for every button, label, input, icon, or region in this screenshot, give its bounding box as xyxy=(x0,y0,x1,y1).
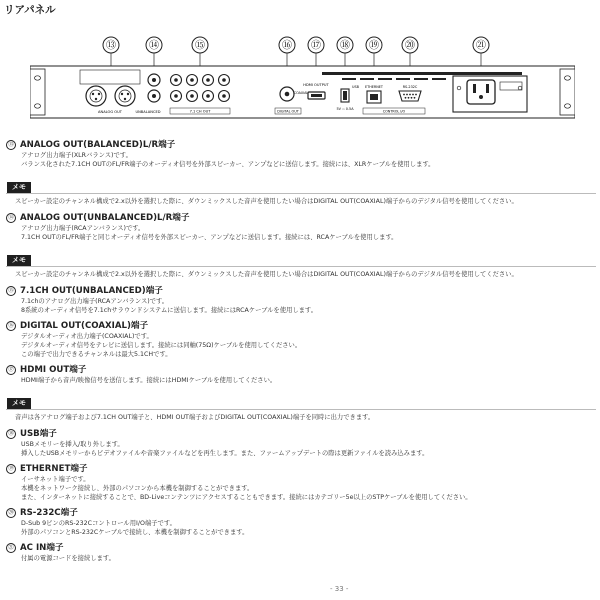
memo-text: 音声は各アナログ端子および7.1CH OUT端子と、HDMI OUT端子およびDIGITAL OUT(COAXIAL)端子を同時に出力できます。 xyxy=(15,414,375,421)
section-number: ⑬ xyxy=(6,140,16,150)
callout-19-label: ⑲ xyxy=(369,40,379,52)
section-body xyxy=(6,151,596,169)
callout-17-label: ⑰ xyxy=(311,40,321,52)
section-text-line: 8系統のオーディオ信号を7.1chサラウンドシステムに送信します。接続にはRCAケーブルを使用します。 xyxy=(21,307,317,314)
section-body xyxy=(6,475,596,502)
memo-divider xyxy=(6,266,596,267)
section-number: ⑮ xyxy=(6,286,16,296)
label-control-io: CONTROL I/O xyxy=(382,109,406,114)
section-title: ANALOG OUT(BALANCED)L/R端子 xyxy=(20,140,176,150)
callout-20-label: ⑳ xyxy=(405,40,415,52)
section-number: ⑱ xyxy=(6,429,16,439)
section-ethernet xyxy=(6,463,596,502)
content xyxy=(6,139,596,568)
memo-label: メモ xyxy=(7,182,31,193)
section-text-line: 7.1CH OUTのFL/FR端子と同じオーディオ信号を外部スピーカー、アンプなどに送信します。接続には、RCAケーブルを使用します。 xyxy=(21,234,398,241)
section-text-line: デジタルオーディオ出力端子(COAXIAL)です。 xyxy=(21,333,153,340)
callout-18-label: ⑱ xyxy=(340,40,350,52)
section-hdmi-out xyxy=(6,364,596,385)
section-body xyxy=(6,376,596,385)
section-text-line: アナログ出力端子(XLRバランス)です。 xyxy=(21,152,132,159)
memo-divider xyxy=(6,193,596,194)
ethernet-port xyxy=(365,85,384,103)
section-analog-unbalanced xyxy=(6,212,596,242)
page-title: リアパネル xyxy=(4,4,56,16)
section-text-line: 本機をネットワーク接続し、外部のパソコンから本機を制御することができます。 xyxy=(21,485,254,492)
memo-2 xyxy=(6,247,596,279)
section-number: ⑭ xyxy=(6,213,16,223)
section-digital-coaxial xyxy=(6,320,596,359)
memo-text: スピーカー設定のチャンネル構成で2.x以外を選択した際に、ダウンミックスした音声を使用したい場合はDIGITAL OUT(COAXIAL)端子からのデジタル信号を使用してください。 xyxy=(15,271,518,278)
section-text-line: 外部のパソコンとRS-232Cケーブルで接続し、本機を制御することができます。 xyxy=(21,529,249,536)
section-71ch-out xyxy=(6,285,596,315)
section-body xyxy=(6,224,596,242)
section-number: ⑳ xyxy=(6,508,16,518)
callout-13-label: ⑬ xyxy=(106,40,116,52)
section-text-line: HDMI端子から音声/映像信号を送信します。接続にはHDMIケーブルを使用してください。 xyxy=(21,377,277,384)
callout-16-label: ⑯ xyxy=(282,40,292,52)
section-analog-balanced xyxy=(6,139,596,169)
label-hdmi-output: HDMI OUTPUT xyxy=(303,83,329,87)
section-usb xyxy=(6,428,596,458)
label-digital-out: DIGITAL OUT xyxy=(277,109,299,114)
callout-21-label: ㉑ xyxy=(476,40,486,52)
section-text-line: アナログ出力端子(RCAアンバランス)です。 xyxy=(21,225,145,232)
section-body xyxy=(6,554,596,563)
label-rs232: RS-232C xyxy=(402,85,418,89)
label-usb: USB xyxy=(352,85,359,89)
section-title: HDMI OUT端子 xyxy=(20,365,87,375)
section-number: ⑲ xyxy=(6,464,16,474)
section-text-line: 挿入したUSBメモリーからビデオファイルや音楽ファイルなどを再生します。また、ファームアップデートの際は更新ファイルを読み込みます。 xyxy=(21,450,429,457)
section-title: 7.1CH OUT(UNBALANCED)端子 xyxy=(20,286,163,296)
section-number: ⑯ xyxy=(6,321,16,331)
section-text-line: 付属の電源コードを接続します。 xyxy=(21,555,115,562)
label-71ch-out: 7.1 CH OUT xyxy=(189,109,211,114)
section-rs232c xyxy=(6,507,596,537)
callout-14-label: ⑭ xyxy=(149,40,159,52)
label-usb-spec: 5V ⎓ 0.5A xyxy=(336,107,354,111)
section-title: RS-232C端子 xyxy=(20,508,78,518)
callout-15-label: ⑮ xyxy=(195,40,205,52)
section-text-line: イーサネット端子です。 xyxy=(21,476,90,483)
section-text-line: 7.1chのアナログ出力端子(RCAアンバランス)です。 xyxy=(21,298,169,305)
callout-14 xyxy=(146,37,162,66)
label-unbalanced: UNBALANCED xyxy=(135,110,161,114)
section-body xyxy=(6,440,596,458)
section-body xyxy=(6,297,596,315)
memo-3 xyxy=(6,390,596,422)
section-body xyxy=(6,519,596,537)
section-ac-in xyxy=(6,542,596,563)
label-coaxial: COAXIAL xyxy=(293,91,309,95)
section-text-line: デジタルオーディオ信号をテレビに送信します。接続には同軸(75Ω)ケーブルを使用してください。 xyxy=(21,342,302,349)
label-analog-out: ANALOG OUT xyxy=(98,110,122,114)
section-text-line: D-Sub 9ピンのRS-232Cコントロール用I/O端子です。 xyxy=(21,520,176,527)
section-number: ㉑ xyxy=(6,543,16,553)
section-text-line: USBメモリーを挿入/取り外します。 xyxy=(21,441,124,448)
section-number: ⑰ xyxy=(6,365,16,375)
memo-label: メモ xyxy=(7,398,31,409)
section-title: ETHERNET端子 xyxy=(20,464,88,474)
ac-inlet xyxy=(453,76,527,112)
section-title: ANALOG OUT(UNBALANCED)L/R端子 xyxy=(20,213,190,223)
memo-text: スピーカー設定のチャンネル構成で2.x以外を選択した際に、ダウンミックスした音声を使用したい場合はDIGITAL OUT(COAXIAL)端子からのデジタル信号を使用してください。 xyxy=(15,198,518,205)
callout-13 xyxy=(103,37,119,66)
memo-1 xyxy=(6,174,596,206)
section-text-line: また、インターネットに接続することで、BD-Liveコンテンツにアクセスすることもできます。接続にはカテゴリー5e以上のSTPケーブルを使用してください。 xyxy=(21,494,472,501)
memo-label: メモ xyxy=(7,255,31,266)
section-text-line: バランス化された7.1CH OUTのFL/FR端子のオーディオ信号を外部スピーカー、アンプなどに送信します。接続には、XLRケーブルを使用します。 xyxy=(21,161,435,168)
section-text-line: この端子で出力できるチャンネルは最大5.1CHです。 xyxy=(21,351,172,358)
memo-divider xyxy=(6,409,596,410)
section-body xyxy=(6,332,596,359)
section-title: USB端子 xyxy=(20,429,57,439)
page-number-cut: - 33 - xyxy=(330,585,349,593)
label-ethernet: ETHERNET xyxy=(364,85,384,89)
section-title: AC IN端子 xyxy=(20,543,64,553)
callout-15 xyxy=(192,37,208,66)
rear-panel-diagram xyxy=(30,36,575,126)
section-title: DIGITAL OUT(COAXIAL)端子 xyxy=(20,321,149,331)
